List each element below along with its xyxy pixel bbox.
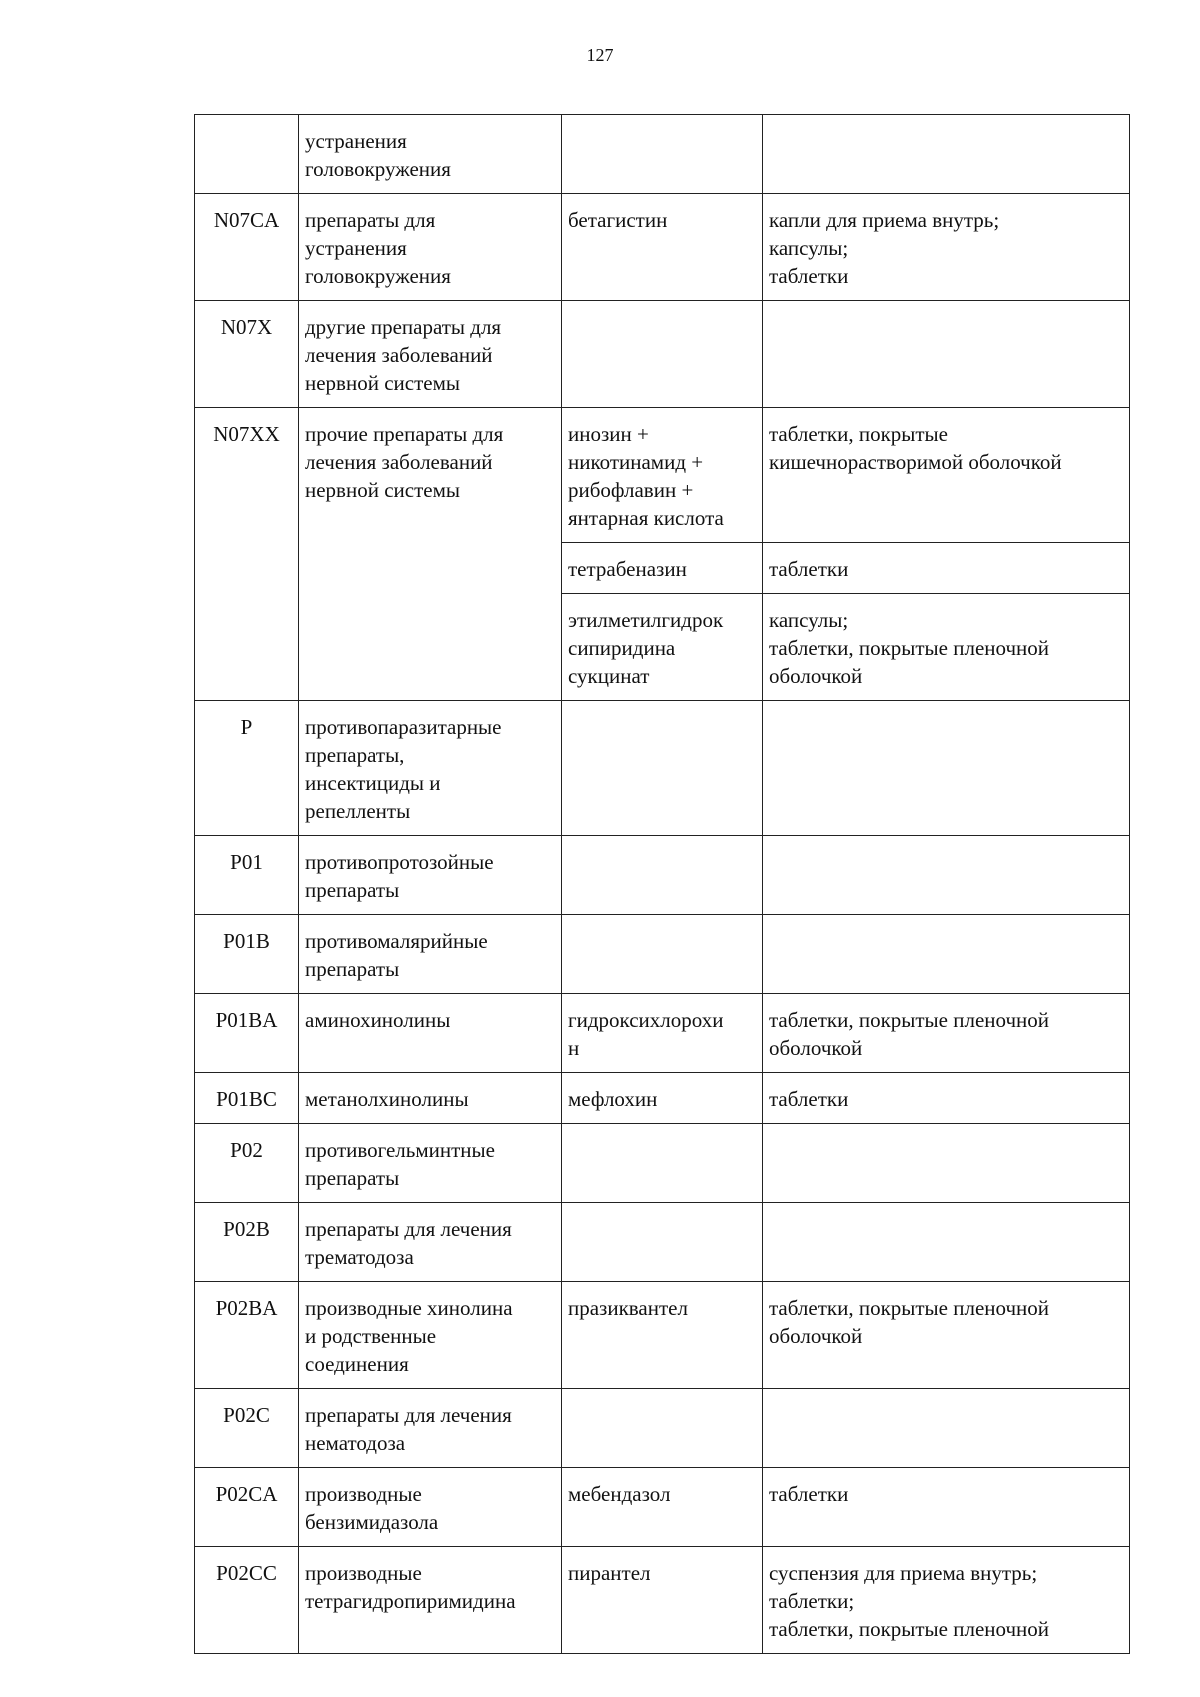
table-row xyxy=(195,1073,1130,1124)
atc-code: N07CA xyxy=(195,194,299,301)
drug-name: мефлохин xyxy=(562,1073,763,1124)
dosage-form xyxy=(763,1203,1130,1282)
atc-group-name: производные тетрагидропиримидина xyxy=(299,1547,562,1654)
atc-code: P02BA xyxy=(195,1282,299,1389)
table-row xyxy=(195,1203,1130,1282)
drug-name xyxy=(562,301,763,408)
atc-code: P01BC xyxy=(195,1073,299,1124)
dosage-form xyxy=(763,115,1130,194)
atc-group-name: другие препараты для лечения заболеваний нервной системы xyxy=(299,301,562,408)
drug-name xyxy=(562,836,763,915)
atc-group-name: прочие препараты для лечения заболеваний нервной системы xyxy=(299,408,562,701)
dosage-form xyxy=(763,301,1130,408)
atc-group-name: препараты для лечения нематодоза xyxy=(299,1389,562,1468)
dosage-form: таблетки, покрытые кишечнорастворимой оболочкой xyxy=(763,408,1130,543)
atc-code xyxy=(195,115,299,194)
drug-name xyxy=(562,1203,763,1282)
table-row xyxy=(195,1389,1130,1468)
drug-name: гидроксихлорохи н xyxy=(562,994,763,1073)
drug-name xyxy=(562,1389,763,1468)
table-row xyxy=(195,1124,1130,1203)
table-row xyxy=(195,115,1130,194)
atc-group-name: метанолхинолины xyxy=(299,1073,562,1124)
drug-name: этилметилгидрок сипиридина сукцинат xyxy=(562,594,763,701)
atc-code: N07X xyxy=(195,301,299,408)
dosage-form: суспензия для приема внутрь; таблетки; таблетки, покрытые пленочной xyxy=(763,1547,1130,1654)
dosage-form: капсулы; таблетки, покрытые пленочной оболочкой xyxy=(763,594,1130,701)
dosage-form: таблетки, покрытые пленочной оболочкой xyxy=(763,994,1130,1073)
table-row xyxy=(195,301,1130,408)
table-row xyxy=(195,701,1130,836)
dosage-form xyxy=(763,1389,1130,1468)
atc-group-name: противогельминтные препараты xyxy=(299,1124,562,1203)
dosage-form: капли для приема внутрь; капсулы; таблетки xyxy=(763,194,1130,301)
dosage-form: таблетки xyxy=(763,1468,1130,1547)
table-row xyxy=(195,1282,1130,1389)
drug-name: тетрабеназин xyxy=(562,543,763,594)
dosage-form: таблетки, покрытые пленочной оболочкой xyxy=(763,1282,1130,1389)
table-row xyxy=(195,836,1130,915)
atc-group-name: противопаразитарные препараты, инсектициды и репелленты xyxy=(299,701,562,836)
drug-name xyxy=(562,1124,763,1203)
table-row xyxy=(195,1468,1130,1547)
dosage-form: таблетки xyxy=(763,543,1130,594)
atc-code: P01B xyxy=(195,915,299,994)
drug-name xyxy=(562,115,763,194)
table-row xyxy=(195,994,1130,1073)
atc-code: P xyxy=(195,701,299,836)
atc-code: P02 xyxy=(195,1124,299,1203)
page-number: 127 xyxy=(586,45,614,65)
atc-code: P02C xyxy=(195,1389,299,1468)
atc-group-name: противопротозойные препараты xyxy=(299,836,562,915)
drug-name: инозин + никотинамид + рибофлавин + янтарная кислота xyxy=(562,408,763,543)
table-row xyxy=(195,194,1130,301)
atc-code: P02CC xyxy=(195,1547,299,1654)
drug-name xyxy=(562,701,763,836)
dosage-form xyxy=(763,701,1130,836)
drug-name: бетагистин xyxy=(562,194,763,301)
atc-group-name: производные хинолина и родственные соединения xyxy=(299,1282,562,1389)
atc-group-name: противомалярийные препараты xyxy=(299,915,562,994)
table-row xyxy=(195,1547,1130,1654)
atc-code: P02B xyxy=(195,1203,299,1282)
atc-group-name: устранения головокружения xyxy=(299,115,562,194)
table-row xyxy=(195,408,1130,543)
drug-name: пирантел xyxy=(562,1547,763,1654)
atc-code: P01BA xyxy=(195,994,299,1073)
atc-code: P02CA xyxy=(195,1468,299,1547)
drug-name xyxy=(562,915,763,994)
dosage-form: таблетки xyxy=(763,1073,1130,1124)
dosage-form xyxy=(763,836,1130,915)
drug-name: мебендазол xyxy=(562,1468,763,1547)
atc-group-name: аминохинолины xyxy=(299,994,562,1073)
dosage-form xyxy=(763,1124,1130,1203)
atc-group-name: производные бензимидазола xyxy=(299,1468,562,1547)
atc-group-name: препараты для лечения трематодоза xyxy=(299,1203,562,1282)
atc-group-name: препараты для устранения головокружения xyxy=(299,194,562,301)
drug-table xyxy=(194,114,1130,1654)
atc-code: P01 xyxy=(195,836,299,915)
atc-code: N07XX xyxy=(195,408,299,701)
table-row xyxy=(195,915,1130,994)
drug-name: празиквантел xyxy=(562,1282,763,1389)
dosage-form xyxy=(763,915,1130,994)
